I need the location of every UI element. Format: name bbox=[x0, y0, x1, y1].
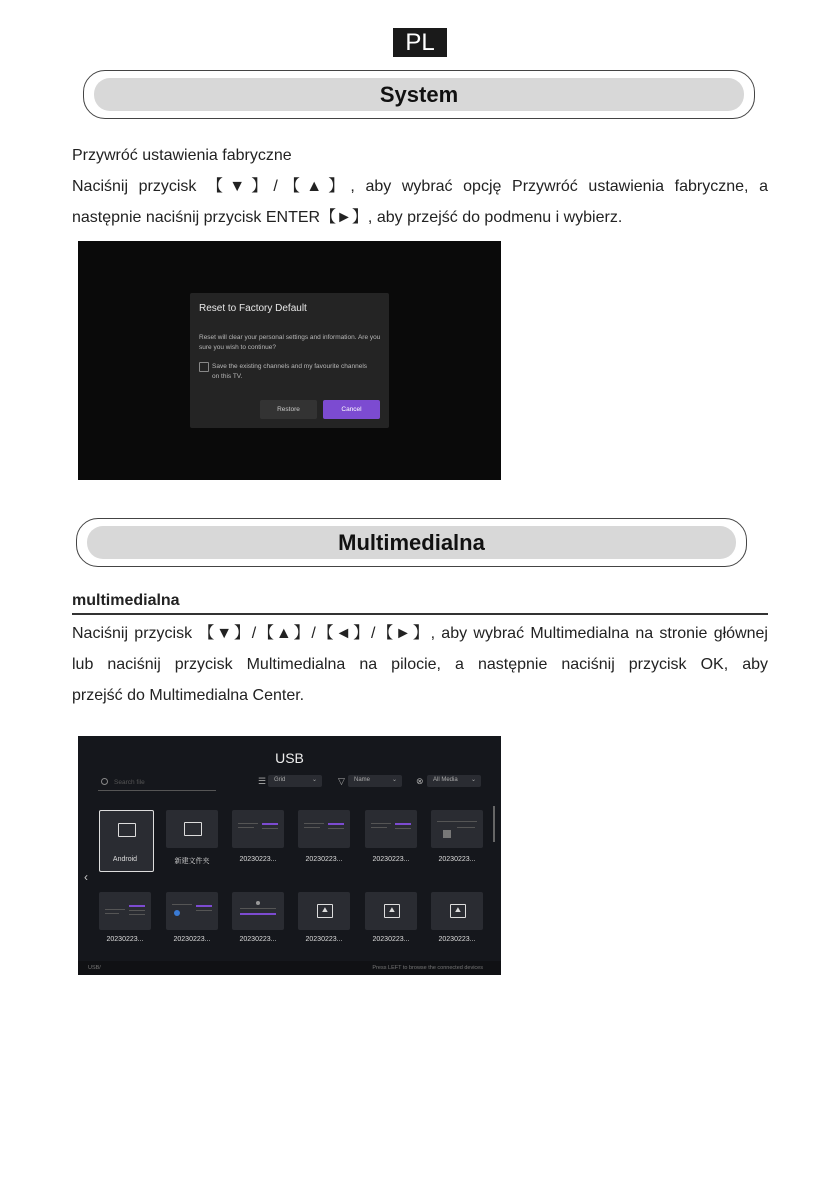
chevron-left-icon[interactable]: ‹ bbox=[84, 870, 88, 884]
instruction-line: lub naciśnij przycisk Multimedialna na pilocie, a następnie naciśnij przycisk OK, aby bbox=[72, 656, 768, 673]
language-badge: PL bbox=[393, 28, 447, 57]
tile-caption: 20230223... bbox=[239, 856, 277, 863]
screenshot-thumbnail bbox=[302, 818, 346, 838]
tile-caption: 新建文件夹 bbox=[174, 858, 210, 865]
image-thumbnail-tile[interactable] bbox=[298, 810, 350, 848]
footer-hint: Press LEFT to browse the connected devices bbox=[372, 965, 483, 971]
search-placeholder: Search file bbox=[114, 779, 145, 786]
tile-caption: 20230223... bbox=[305, 856, 343, 863]
image-thumbnail-tile[interactable] bbox=[431, 810, 483, 848]
media-filter-dropdown[interactable] bbox=[427, 775, 481, 787]
view-dropdown-label: Grid bbox=[274, 777, 286, 783]
section-header-label: Multimedialna bbox=[87, 526, 736, 559]
screenshot-thumbnail bbox=[103, 900, 147, 920]
footer-path: USB/ bbox=[88, 965, 101, 971]
instruction-line: przejść do Multimedialna Center. bbox=[72, 687, 305, 704]
tile-caption: 20230223... bbox=[106, 936, 144, 943]
image-file-tile[interactable] bbox=[298, 892, 350, 930]
scrollbar[interactable] bbox=[493, 806, 495, 842]
checkbox-label: Save the existing channels and my favourite channels on this TV. bbox=[212, 363, 368, 380]
media-filter-label: All Media bbox=[433, 777, 458, 783]
tile-caption: 20230223... bbox=[438, 936, 476, 943]
sort-dropdown[interactable] bbox=[348, 775, 402, 787]
media-type-icon: ⊗ bbox=[416, 776, 424, 786]
list-icon: ☰ bbox=[258, 776, 267, 786]
image-thumbnail-tile[interactable] bbox=[365, 810, 417, 848]
paragraph-title: Przywróć ustawienia fabryczne bbox=[72, 147, 292, 164]
factory-reset-screenshot bbox=[78, 241, 501, 480]
image-thumbnail-tile[interactable] bbox=[232, 810, 284, 848]
section-header-label: System bbox=[94, 78, 744, 111]
dialog-title: Reset to Factory Default bbox=[199, 303, 307, 314]
cancel-button[interactable]: Cancel bbox=[323, 400, 380, 419]
restore-button[interactable]: Restore bbox=[260, 400, 317, 419]
folder-icon bbox=[184, 822, 202, 836]
image-file-tile[interactable] bbox=[431, 892, 483, 930]
image-icon: ⛰ bbox=[450, 904, 466, 918]
section-header-multimedia bbox=[76, 518, 747, 567]
tile-caption: Android bbox=[112, 856, 138, 863]
search-icon bbox=[101, 778, 108, 785]
tile-caption: 20230223... bbox=[305, 936, 343, 943]
screenshot-thumbnail bbox=[236, 818, 280, 838]
tile-caption: 20230223... bbox=[239, 936, 277, 943]
usb-footer bbox=[78, 961, 501, 975]
image-icon: ⛰ bbox=[317, 904, 333, 918]
usb-browser-screenshot bbox=[78, 736, 501, 975]
screenshot-thumbnail bbox=[170, 900, 214, 920]
instruction-line: następnie naciśnij przycisk ENTER【►】, aby przejść do podmenu i wybierz. bbox=[72, 209, 623, 226]
screenshot-thumbnail bbox=[435, 818, 479, 838]
chevron-down-icon: ⌄ bbox=[470, 777, 476, 783]
tile-caption: 20230223... bbox=[372, 936, 410, 943]
search-input[interactable] bbox=[98, 776, 216, 791]
folder-icon bbox=[118, 823, 136, 837]
image-thumbnail-tile[interactable] bbox=[232, 892, 284, 930]
usb-title: USB bbox=[275, 750, 304, 766]
filter-funnel-icon: ▽ bbox=[338, 776, 345, 786]
view-dropdown[interactable] bbox=[268, 775, 322, 787]
tile-caption: 20230223... bbox=[438, 856, 476, 863]
subheading: multimedialna bbox=[72, 592, 768, 615]
chevron-down-icon: ⌄ bbox=[391, 777, 397, 783]
image-thumbnail-tile[interactable] bbox=[166, 892, 218, 930]
image-icon: ⛰ bbox=[384, 904, 400, 918]
tile-caption: 20230223... bbox=[173, 936, 211, 943]
save-channels-checkbox[interactable] bbox=[199, 362, 209, 372]
folder-tile[interactable] bbox=[166, 810, 218, 848]
section-header-system bbox=[83, 70, 755, 119]
image-thumbnail-tile[interactable] bbox=[99, 892, 151, 930]
dialog-description: Reset will clear your personal settings and information. Are you sure you wish to continue? bbox=[199, 334, 381, 351]
chevron-down-icon: ⌄ bbox=[311, 777, 317, 783]
reset-dialog bbox=[190, 293, 389, 428]
tile-caption: 20230223... bbox=[372, 856, 410, 863]
sort-dropdown-label: Name bbox=[354, 777, 371, 783]
instruction-line: Naciśnij przycisk 【▼】/【▲】/【◄】/【►】, aby wybrać Multimedialna na stronie głównej bbox=[72, 625, 768, 642]
image-file-tile[interactable] bbox=[365, 892, 417, 930]
instruction-line: Naciśnij przycisk 【▼】/【▲】, aby wybrać opcję Przywróć ustawienia fabryczne, a bbox=[72, 178, 768, 195]
screenshot-thumbnail bbox=[236, 900, 280, 920]
screenshot-thumbnail bbox=[369, 818, 413, 838]
